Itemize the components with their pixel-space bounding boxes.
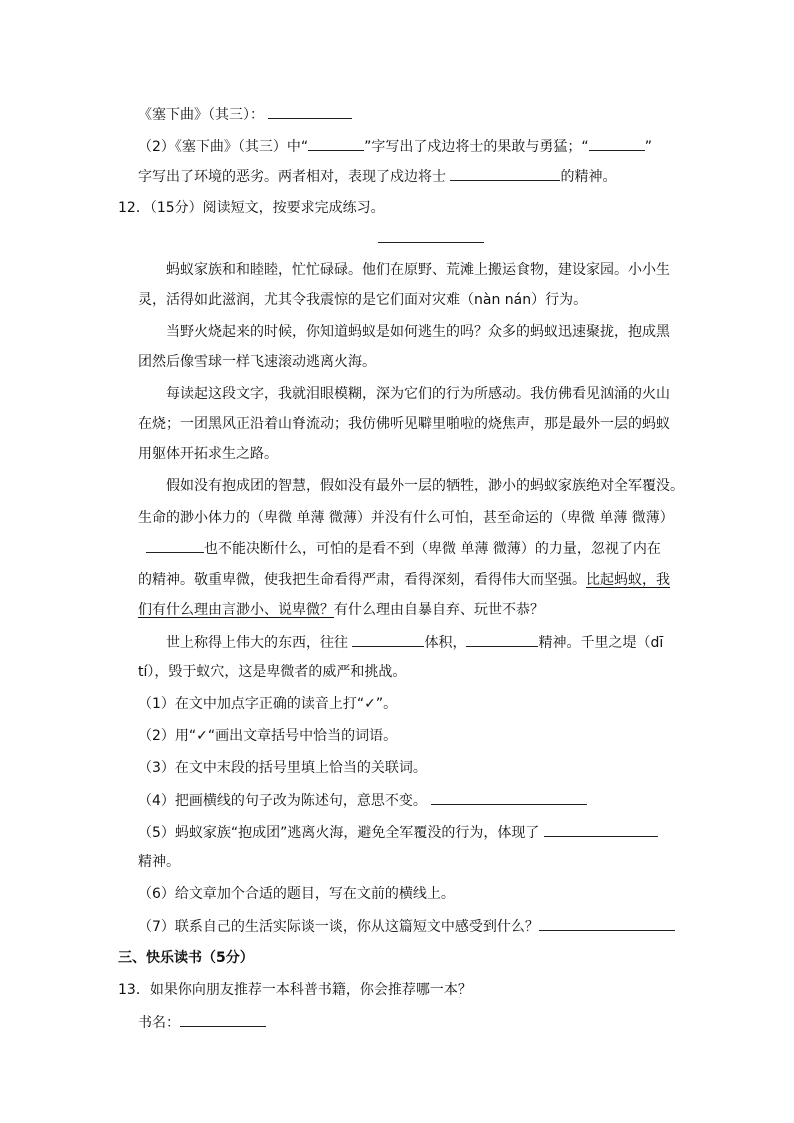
para4-line5-text: 有什么理由自暴自弃、玩世不恭？ [334,602,544,618]
para4-line3 [146,538,661,559]
q2-blank-3[interactable] [450,166,560,181]
q13-book-label: 书名： [138,1015,180,1031]
para4-line4-text: 的精神。敬重卑微，使我把生命看得严肃，看得深刻，看得伟大而坚强。 [138,572,586,588]
q2-blank-2[interactable] [589,136,645,151]
task-5 [138,822,658,843]
para4-line4 [138,570,670,590]
para5-text-b: 体积， [424,635,467,651]
title-blank-line [378,228,484,249]
para4-blank[interactable] [146,538,204,553]
q2-text-e: 的精神。 [560,169,617,185]
task-6: （6）给文章加个合适的题目，写在文前的横线上。 [138,886,455,902]
task-3: （3）在文中末段的括号里填上恰当的关联词。 [138,760,427,776]
task-7 [138,916,675,937]
poem-title-line [138,104,352,125]
para4-line2: 生命的渺小体力的（卑微 单薄 微薄）并没有什么可怕，甚至命运的（卑微 单薄 微薄） [138,510,674,526]
q2-text-a: （2）《塞下曲》（其三）中“ [138,139,309,155]
para4-line1: 假如没有抱成团的智慧，假如没有最外一层的牺牲，渺小的蚂蚁家族绝对全军覆没。 [166,478,684,494]
para5-text-c: 精神。千里之堤（dī [538,635,664,651]
para5-blank-1[interactable] [352,632,424,647]
section3-title: 三、快乐读书（5分） [118,950,254,966]
para5-line1 [166,632,663,653]
q13-text: 13．如果你向朋友推荐一本科普书籍，你会推荐哪一本？ [118,982,472,998]
article-title-blank[interactable] [378,228,484,243]
task-5-cont: 精神。 [138,854,180,870]
para5-text-a: 世上称得上伟大的东西，往往 [166,635,348,651]
q2-blank-1[interactable] [308,136,364,151]
q2-line2 [138,166,616,187]
para4-line3-text: 也不能决断什么，可怕的是看不到（卑微 单薄 微薄）的力量，忽视了内在 [204,541,661,557]
task-5-text: （5）蚂蚁家族“抱成团”逃离火海，避免全军覆没的行为，体现了 [138,825,540,841]
q2-text-b: ”字写出了戍边将士的果敢与勇猛；“ [364,139,589,155]
para3-line3: 用躯体开拓求生之路。 [138,446,278,462]
para3-line2: 在烧；一团黑风正沿着山脊流动；我仿佛听见噼里啪啦的烧焦声，那是最外一层的蚂蚁 [138,416,670,432]
task-2: （2）用“✓“画出文章括号中恰当的词语。 [138,728,398,744]
q12-header: 12．（15分）阅读短文，按要求完成练习。 [118,200,385,216]
task-7-text: （7）联系自己的生活实际谈一谈，你从这篇短文中感受到什么？ [138,919,539,935]
task-5-blank[interactable] [544,822,658,837]
para1-line2: 灵，活得如此滋润，尤其令我震惊的是它们面对灾难（nàn nán）行为。 [138,292,588,308]
q2-line1 [138,136,652,157]
para2-line2: 团然后像雪球一样飞速滚动逃离火海。 [138,354,376,370]
task-7-blank[interactable] [539,916,675,931]
para1-line1: 蚂蚁家族和和睦睦，忙忙碌碌。他们在原野、荒滩上搬运食物，建设家园。小小生 [166,262,670,278]
poem-answer-blank[interactable] [268,104,352,119]
poem-title-label: 《塞下曲》（其三）： [138,107,264,123]
underlined-sentence-part1: 比起蚂蚁，我 [586,572,670,588]
task-4-text: （4）把画横线的句子改为陈述句，意思不变。 [138,793,427,809]
q2-text-c: ” [644,139,652,155]
q2-text-d: 字写出了环境的恶劣。两者相对，表现了戍边将士 [138,169,446,185]
para5-blank-2[interactable] [466,632,538,647]
task-4-blank[interactable] [431,790,587,805]
para5-line2: tí），毁于蚁穴，这是卑微者的威严和挑战。 [138,664,407,680]
para3-line1: 每读起这段文字，我就泪眼模糊，深为它们的行为所感动。我仿佛看见汹涌的火山 [166,386,670,402]
task-4 [138,790,587,811]
para4-line5 [138,600,544,620]
para2-line1: 当野火烧起来的时候，你知道蚂蚁是如何逃生的吗？众多的蚂蚁迅速聚拢，抱成黑 [166,324,670,340]
q13-book-line [138,1012,266,1033]
underlined-sentence-part2: 们有什么理由言渺小、说卑微？ [138,602,334,618]
task-1: （1）在文中加点字正确的读音上打“✓”。 [138,696,398,712]
book-name-blank[interactable] [180,1012,266,1027]
